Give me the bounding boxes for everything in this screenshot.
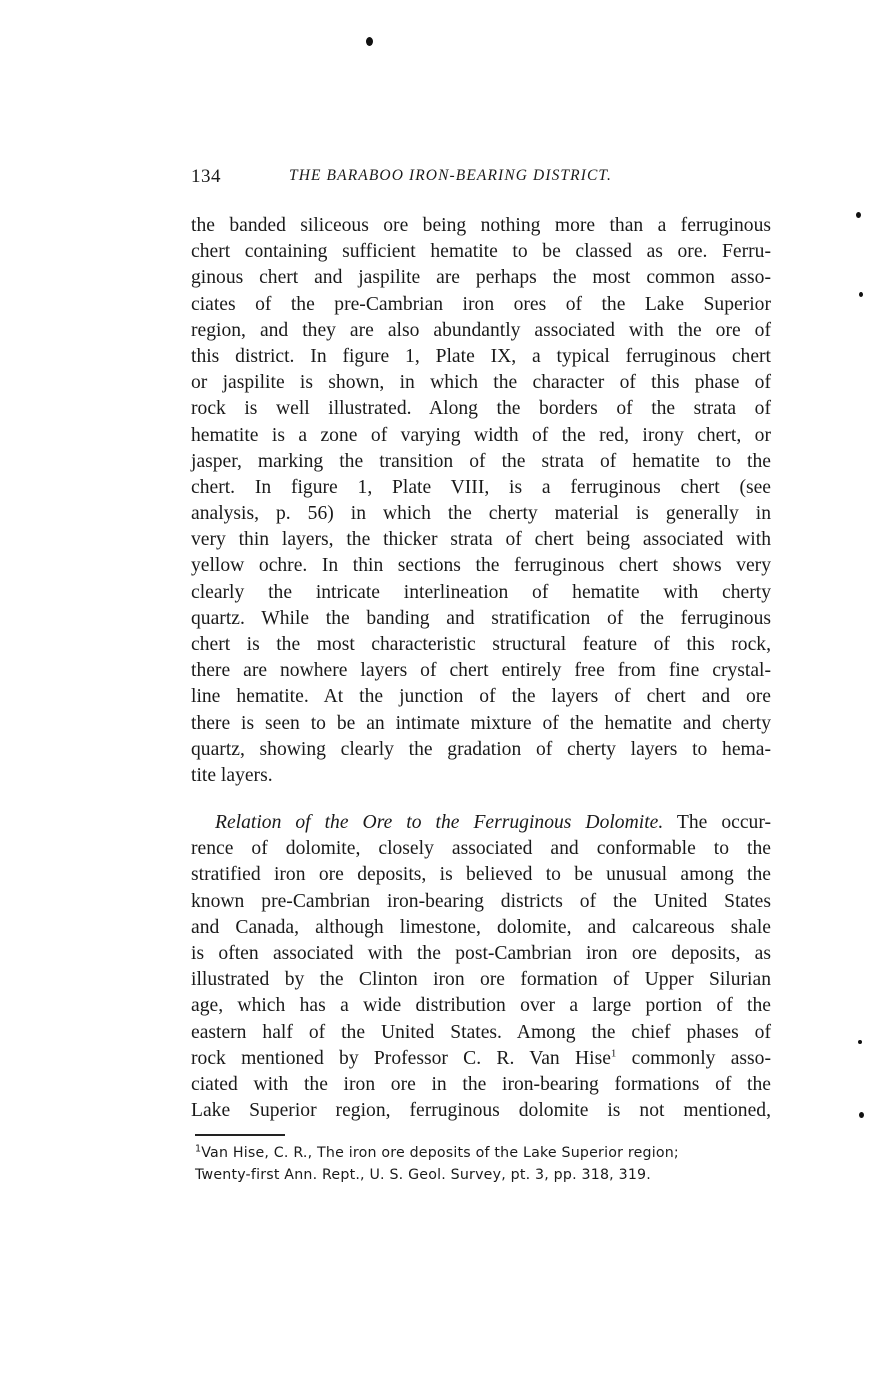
text-line: illustrated by the Clinton iron ore formation of Upper Silurian [191, 969, 771, 991]
footnote-line: Twenty-first Ann. Rept., U. S. Geol. Survey, pt. 3, pp. 318, 319. [195, 1167, 651, 1183]
text-line: chert is the most characteristic structural feature of this rock, [191, 634, 771, 655]
text-line: hematite is a zone of varying width of the red, irony chert, or [191, 424, 771, 446]
footnote-reference: 1 [610, 1047, 617, 1060]
text-line: line hematite. At the junction of the layers of chert and ore [191, 686, 771, 708]
text-line: analysis, p. 56) in which the cherty material is generally in [191, 503, 771, 525]
scan-speck [859, 1112, 864, 1118]
footnote-text: Van Hise, C. R., The iron ore deposits of the Lake Superior region; [201, 1145, 679, 1161]
text-line: very thin layers, the thicker strata of chert being associated with [191, 529, 771, 551]
text-line: quartz, showing clearly the gradation of cherty layers to hema- [191, 738, 771, 760]
scan-speck [858, 1040, 862, 1044]
text-line: tite layers. [191, 764, 273, 786]
text-line: eastern half of the United States. Among the chief phases of [191, 1021, 771, 1043]
text-line: jasper, marking the transition of the strata of hematite to the [191, 450, 771, 472]
scan-speck [366, 37, 373, 46]
text-line: the banded siliceous ore being nothing more than a ferruginous [191, 215, 771, 236]
paragraph-2 [191, 810, 771, 1124]
text-line: ginous chert and jaspilite are perhaps the most common asso- [191, 267, 771, 289]
text-line: ciated with the iron ore in the iron-bearing formations of the [191, 1073, 771, 1095]
text-line: clearly the intricate interlineation of hematite with cherty [191, 581, 771, 603]
section-run-in-heading: Relation of the Ore to the Ferruginous Dolomite. [215, 812, 664, 833]
text-line: region, and they are also abundantly associated with the ore of [191, 319, 771, 341]
text-line: chert. In figure 1, Plate VIII, is a ferruginous chert (see [191, 476, 771, 498]
text-fragment: The occur- [663, 812, 771, 833]
text-line: quartz. While the banding and stratification of the ferruginous [191, 607, 771, 629]
footnote-rule [195, 1134, 285, 1136]
text-line: there is seen to be an intimate mixture of the hematite and cherty [191, 712, 771, 734]
text-line: known pre-Cambrian iron-bearing districts of the United States [191, 890, 771, 912]
page-number: 134 [191, 166, 221, 187]
text-fragment: commonly asso- [616, 1047, 771, 1069]
page-header [191, 166, 771, 192]
text-line: rence of dolomite, closely associated and conformable to the [191, 838, 771, 860]
text-line: yellow ochre. In thin sections the ferruginous chert shows very [191, 555, 771, 577]
text-line: rock is well illustrated. Along the borders of the strata of [191, 398, 771, 420]
text-line: this district. In figure 1, Plate IX, a typical ferruginous chert [191, 345, 771, 367]
text-line: and Canada, although limestone, dolomite, and calcareous shale [191, 916, 771, 938]
footnote-line [195, 1142, 765, 1164]
text-line: or jaspilite is shown, in which the character of this phase of [191, 372, 771, 394]
paragraph-1 [191, 213, 771, 789]
scan-speck [856, 212, 861, 218]
scan-speck [859, 292, 863, 297]
text-line: is often associated with the post-Cambrian iron ore deposits, as [191, 942, 771, 964]
text-fragment: rock mentioned by Professor C. R. Van Hise [191, 1047, 611, 1069]
text-line: there are nowhere layers of chert entirely free from fine crystal- [191, 660, 771, 682]
text-line [191, 1046, 771, 1072]
text-line: ciates of the pre-Cambrian iron ores of the Lake Superior [191, 293, 771, 315]
text-line: age, which has a wide distribution over a large portion of the [191, 995, 771, 1017]
footnote-mark: 1 [195, 1143, 202, 1155]
text-line: Lake Superior region, ferruginous dolomite is not mentioned, [191, 1100, 771, 1122]
running-head: THE BARABOO IRON-BEARING DISTRICT. [289, 167, 612, 184]
text-line [191, 810, 771, 836]
text-line: stratified iron ore deposits, is believed to be unusual among the [191, 864, 771, 886]
footnote [195, 1142, 765, 1186]
text-line: chert containing sufficient hematite to be classed as ore. Ferru- [191, 241, 771, 263]
